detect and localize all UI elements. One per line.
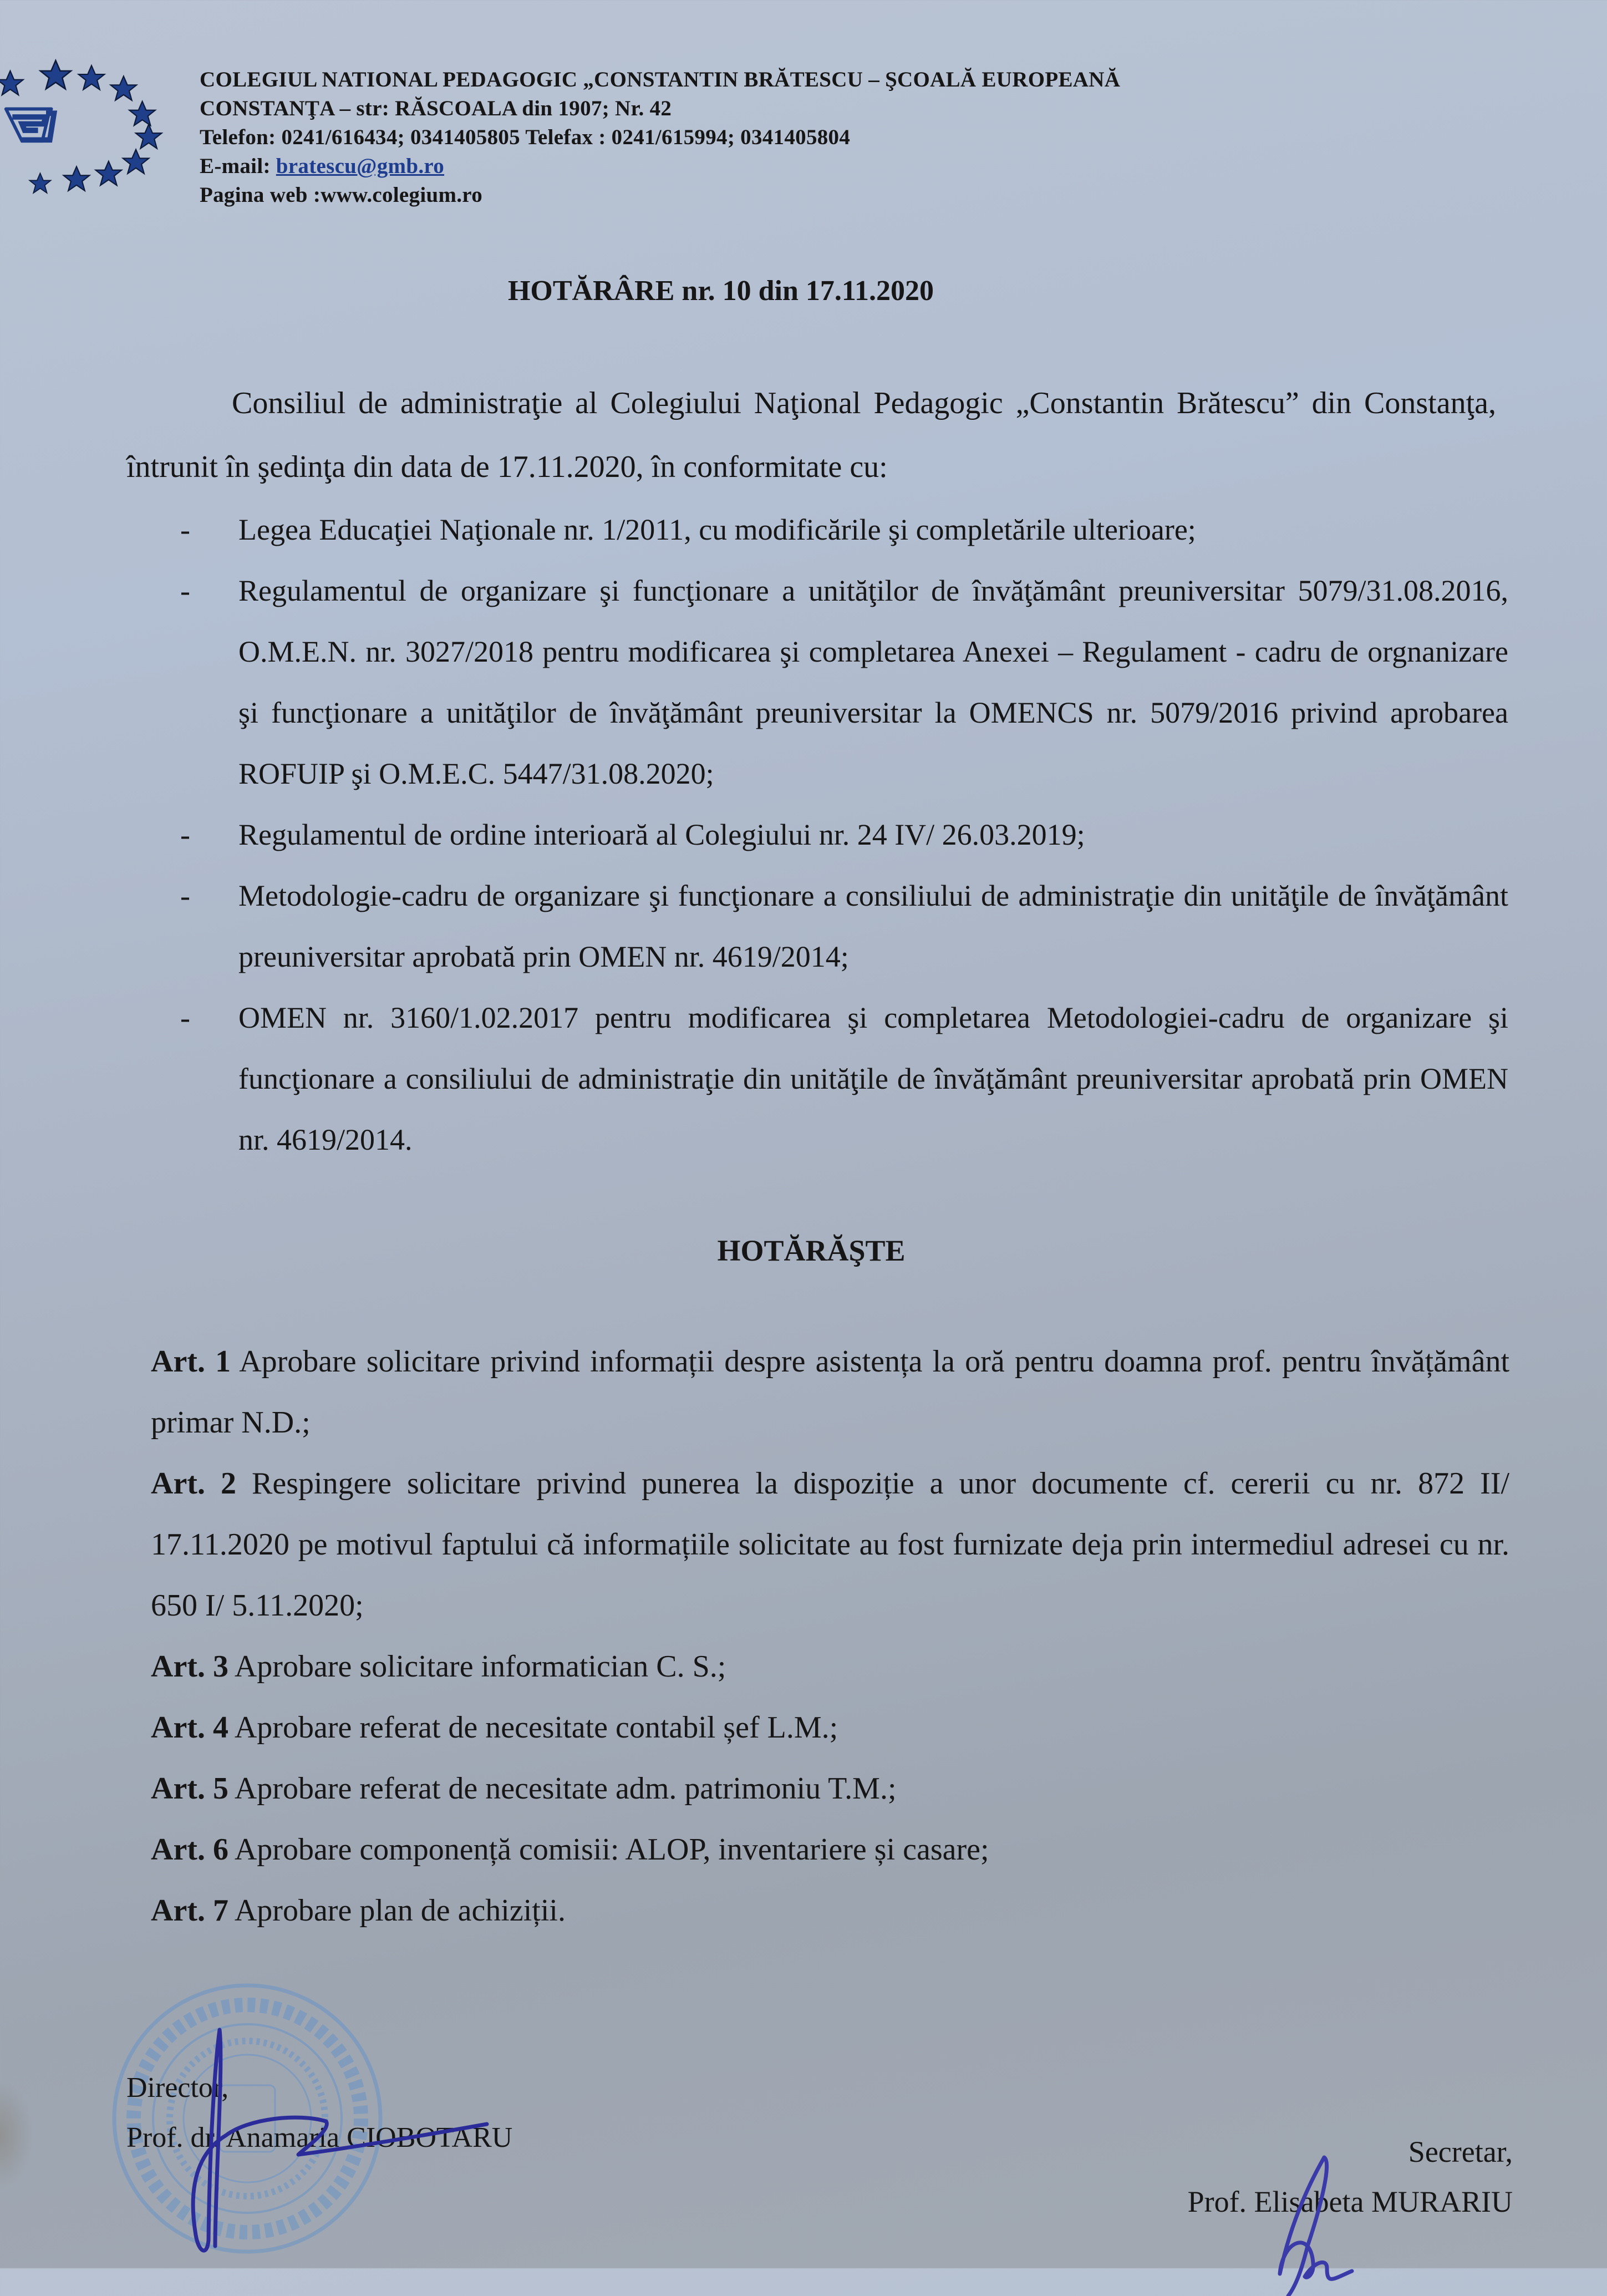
secretary-block [1188, 2127, 1513, 2227]
school-address: CONSTANŢA – str: RĂSCOALA din 1907; Nr. 42 [200, 96, 672, 120]
article-label: Art. 7 [151, 1893, 228, 1928]
article-item: Art. 2 Respingere solicitare privind punerea la dispoziție a unor documente cf. cererii cu nr. 872 II/ 17.11.2020 pe motivul faptului că informațiile solicitate au fost furnizate deja prin intermediul adresei cu nr. 650 I/ 5.11.2020; [151, 1466, 1509, 1623]
reference-item: - Regulamentul de ordine interioară al Colegiului nr. 24 IV/ 26.03.2019; [166, 804, 1508, 865]
star-icon [96, 161, 122, 185]
school-name: COLEGIUL NATIONAL PEDAGOGIC „CONSTANTIN BRĂTESCU – ŞCOALĂ EUROPEANĂ [200, 68, 1121, 92]
director-area [126, 1980, 625, 2268]
article-label: Art. 6 [151, 1832, 228, 1867]
article-label: Art. 4 [151, 1710, 228, 1745]
star-icon [136, 124, 162, 148]
reference-item: - Metodologie-cadru de organizare şi funcţionare a consiliului de administraţie din unităţile de învăţământ preuniversitar aprobată prin OMEN nr. 4619/2014; [166, 865, 1508, 987]
secretary-name: Prof. Elisabeta MURARIU [1187, 2185, 1513, 2218]
bullet-dash: - [180, 879, 190, 912]
bullet-dash: - [180, 513, 190, 546]
director-block [126, 2063, 512, 2163]
secretary-role: Secretar, [1408, 2135, 1513, 2168]
school-logo [0, 55, 183, 205]
article-item: Art. 5 Aprobare referat de necesitate adm. patrimoniu T.M.; [151, 1771, 897, 1806]
letterhead-row [0, 55, 1513, 222]
bullet-dash: - [180, 818, 190, 851]
article-item: Art. 7 Aprobare plan de achiziții. [151, 1893, 566, 1928]
school-phone: Telefon: 0241/616434; 0341405805 Telefax : 0241/615994; 0341405804 [200, 125, 851, 149]
decision-heading: HOTĂRĂŞTE [717, 1234, 906, 1267]
intro-paragraph [126, 372, 1496, 499]
article-item: Art. 4 Aprobare referat de necesitate contabil șef L.M.; [151, 1710, 838, 1745]
star-icon [40, 60, 71, 89]
bullet-dash: - [180, 574, 190, 607]
email-link[interactable]: bratescu@gmb.ro [276, 154, 445, 178]
legal-references [166, 499, 1508, 1170]
reference-item: - Legea Educaţiei Naţionale nr. 1/2011, cu modificările şi completările ulterioare; [166, 499, 1508, 560]
article-label: Art. 5 [151, 1771, 228, 1806]
director-role: Director, [126, 2072, 229, 2104]
document-title: HOTĂRÂRE nr. 10 din 17.11.2020 [507, 275, 934, 307]
article-item: Art. 6 Aprobare componență comisii: ALOP, inventariere și casare; [151, 1832, 989, 1867]
cb-emblem-icon [6, 109, 54, 141]
star-icon [111, 76, 137, 100]
article-item: Art. 3 Aprobare solicitare informatician C. S.; [151, 1649, 726, 1684]
page-edge-shadow [0, 2080, 33, 2191]
school-email-line [200, 152, 1120, 181]
director-name: Prof. dr. Anamaria CIOBOTARU [126, 2122, 513, 2153]
star-icon [123, 150, 149, 174]
star-icon [64, 166, 90, 190]
email-label: E-mail: [200, 154, 276, 178]
article-item: Art. 1 Aprobare solicitare privind informații despre asistența la oră pentru doamna prof. pentru învățământ primar N.D.; [151, 1344, 1510, 1440]
intro-text: Consiliul de administraţie al Colegiului Naţional Pedagogic „Constantin Brătescu” din Constanţa, întrunit în şedinţa din data de 17.11.2020, în conformitate cu: [126, 386, 1496, 484]
star-icon [129, 101, 155, 125]
star-icon [0, 71, 23, 95]
school-website: Pagina web :www.colegium.ro [200, 183, 483, 207]
article-label: Art. 3 [151, 1649, 228, 1684]
signature-row [126, 1980, 1513, 2268]
star-icon [79, 65, 105, 89]
article-label: Art. 1 [151, 1344, 231, 1379]
bullet-dash: - [180, 1001, 190, 1034]
reference-item: - OMEN nr. 3160/1.02.2017 pentru modificarea şi completarea Metodologiei-cadru de organizare şi funcţionare a consiliului de administraţie din unităţile de învăţământ preuniversitar aprobată prin OMEN nr. 4619/2014. [166, 987, 1508, 1170]
secretary-area [1125, 1980, 1513, 2268]
article-label: Art. 2 [151, 1466, 236, 1501]
letterhead [200, 65, 1120, 210]
star-icon [29, 173, 50, 193]
reference-item: - Regulamentul de organizare şi funcţionare a unităţilor de învăţământ preuniversitar 5079/31.08.2016, O.M.E.N. nr. 3027/2018 pentru modificarea şi completarea Anexei – Regulament - cadru de orgnanizare şi funcţionare a unităţilor de învăţământ preuniversitar la OMENCS nr. 5079/2016 privind aprobarea ROFUIP şi O.M.E.C. 5447/31.08.2020; [166, 560, 1508, 804]
articles-list [151, 1331, 1509, 1941]
